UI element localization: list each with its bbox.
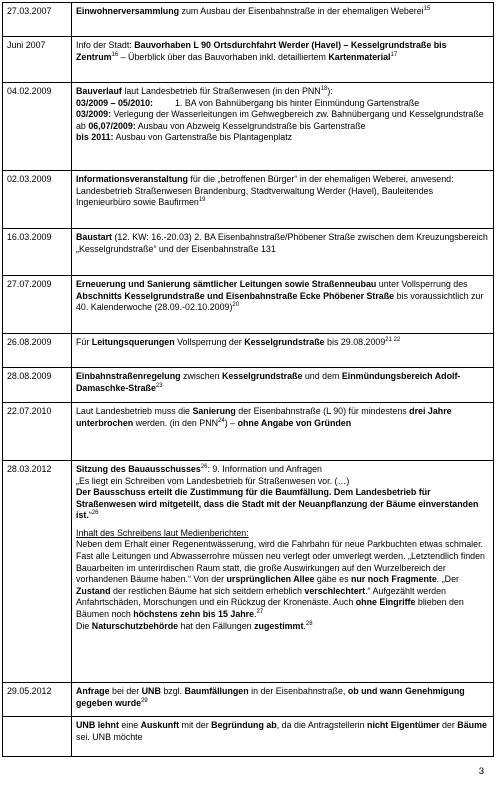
date-cell: 04.02.2009 — [3, 83, 72, 171]
entry-cell: Einwohnerversammlung zum Ausbau der Eisenbahnstraße in der ehemaligen Weberei$^{15}$ — [72, 3, 494, 37]
date-cell: 16.03.2009 — [3, 229, 72, 276]
table-row — [3, 83, 494, 171]
date-cell: 26.08.2009 — [3, 334, 72, 368]
date-cell: 29.05.2012 — [3, 683, 72, 717]
table-row — [3, 171, 494, 229]
table-row — [3, 37, 494, 83]
entry-cell: Sitzung des Bauausschusses$^{26}$: 9. Information und Anfragen „Es liegt ein Schreiben vom Landesbetrieb für Straßenwesen vor. (…) Der Bausschuss erteilt die Zustimmung für die Baumfällung. Dem Landesbetrieb für Straßenwesen wird mitgeteilt, dass die Stadt mit der Neuanpflanzung der Bäume einverstanden ist.“$^{26}$ Inhalt des Schreibens laut Medienberichten: Neben dem Erhalt einer Regenentwässerung, wird die Fahrbahn für neue Parkbuchten etwas schmaler. Fast alle Leitungen und Abwasserrohre müssen neu verlegt oder umverlegt werden. „Letztendlich finden Bauarbeiten im unterirdischen Raum statt, die große Auswirkungen auf den Wurzelbereich der vorhandenen Bäume haben.“ Von der ursprünglichen Allee gäbe es nur noch Fragmente. „Der Zustand der restlichen Bäume hat sich seitdem erheblich verschlechtert.“ Aufgezählt werden Anfahrtschäden, Morschungen und ein Rückzug der Kronenäste. Auch ohne Eingriffe blieben den Bäumen noch höchstens zehn bis 15 Jahre.$^{27}$ Die Naturschutzbehörde hat den Fällungen zugestimmt.$^{28}$ — [72, 461, 494, 683]
table-row — [3, 368, 494, 403]
entry-cell: Informationsveranstaltung für die „betroffenen Bürger“ in der ehemaligen Weberei, anwesend: Landesbetrieb Straßenwesen Brandenburg, Stadtverwaltung Werder (Havel), Bauleitendes Ingenieurbüro sowie Baufirmen$^{19}$ — [72, 171, 494, 229]
entry-cell: Baustart (12. KW: 16.-20.03) 2. BA Eisenbahnstraße/Phöbener Straße zwischen dem Kreuzungsbereich „Kesselgrundstraße“ und der Eisenbahnstraße 131 — [72, 229, 494, 276]
table-row — [3, 717, 494, 757]
entry-cell: UNB lehnt eine Auskunft mit der Begründung ab, da die Antragstellerin nicht Eigentümer der Bäume sei. UNB möchte — [72, 717, 494, 757]
table-row — [3, 334, 494, 368]
table-row — [3, 683, 494, 717]
table-row — [3, 276, 494, 334]
page-number: 3 — [478, 766, 484, 777]
date-cell: Juni 2007 — [3, 37, 72, 83]
table-row — [3, 229, 494, 276]
date-cell — [3, 717, 72, 757]
table-row — [3, 3, 494, 37]
chronology-table — [2, 2, 494, 757]
entry-cell: Bauverlauf laut Landesbetrieb für Straßenwesen (in den PNN$^{18}$): 03/2009 – 05/2010: 1. BA von Bahnübergang bis hinter Einmündung Gartenstraße 03/2009: Verlegung der Wasserleitungen im Gehwegbereich zw. Bahnübergang und Kesselgrundstraße ab 06,07/2009: Ausbau von Abzweig Kesselgrundstraße bis Gartenstraße bis 2011: Ausbau von Gartenstraße bis Plantagenplatz — [72, 83, 494, 171]
date-cell: 22.07.2010 — [3, 403, 72, 461]
date-cell: 27.07.2009 — [3, 276, 72, 334]
entry-cell: Erneuerung und Sanierung sämtlicher Leitungen sowie Straßenneubau unter Vollsperrung des Abschnitts Kesselgrundstraße und Eisenbahnstraße Ecke Phöbener Straße bis voraussichtlich zur 40. Kalenderwoche $(28.09.-02.10.2009)^{20}$ — [72, 276, 494, 334]
table-row — [3, 461, 494, 683]
date-cell: 27.03.2007 — [3, 3, 72, 37]
entry-cell: Anfrage bei der UNB bzgl. Baumfällungen in der Eisenbahnstraße, ob und wann Genehmigung gegeben wurde$^{29}$ — [72, 683, 494, 717]
date-cell: 28.03.2012 — [3, 461, 72, 683]
entry-cell: Für Leitungsquerungen Vollsperrung der Kesselgrundstraße bis $29.08.2009^{21 22}$ — [72, 334, 494, 368]
date-cell: 02.03.2009 — [3, 171, 72, 229]
entry-cell: Laut Landesbetrieb muss die Sanierung der Eisenbahnstraße (L 90) für mindestens drei Jahre unterbrochen werden. (in den PNN$^{24}$) – ohne Angabe von Gründen — [72, 403, 494, 461]
entry-cell: Einbahnstraßenregelung zwischen Kesselgrundstraße und dem Einmündungsbereich Adolf-Damaschke-Straße$^{23}$ — [72, 368, 494, 403]
entry-cell: Info der Stadt: Bauvorhaben L 90 Ortsdurchfahrt Werder (Havel) – Kesselgrundstraße bis Zentrum$^{16}$ – Überblick über das Bauvorhaben inkl. detailliertem Kartenmaterial$^{17}$ — [72, 37, 494, 83]
table-row — [3, 403, 494, 461]
date-cell: 28.08.2009 — [3, 368, 72, 403]
